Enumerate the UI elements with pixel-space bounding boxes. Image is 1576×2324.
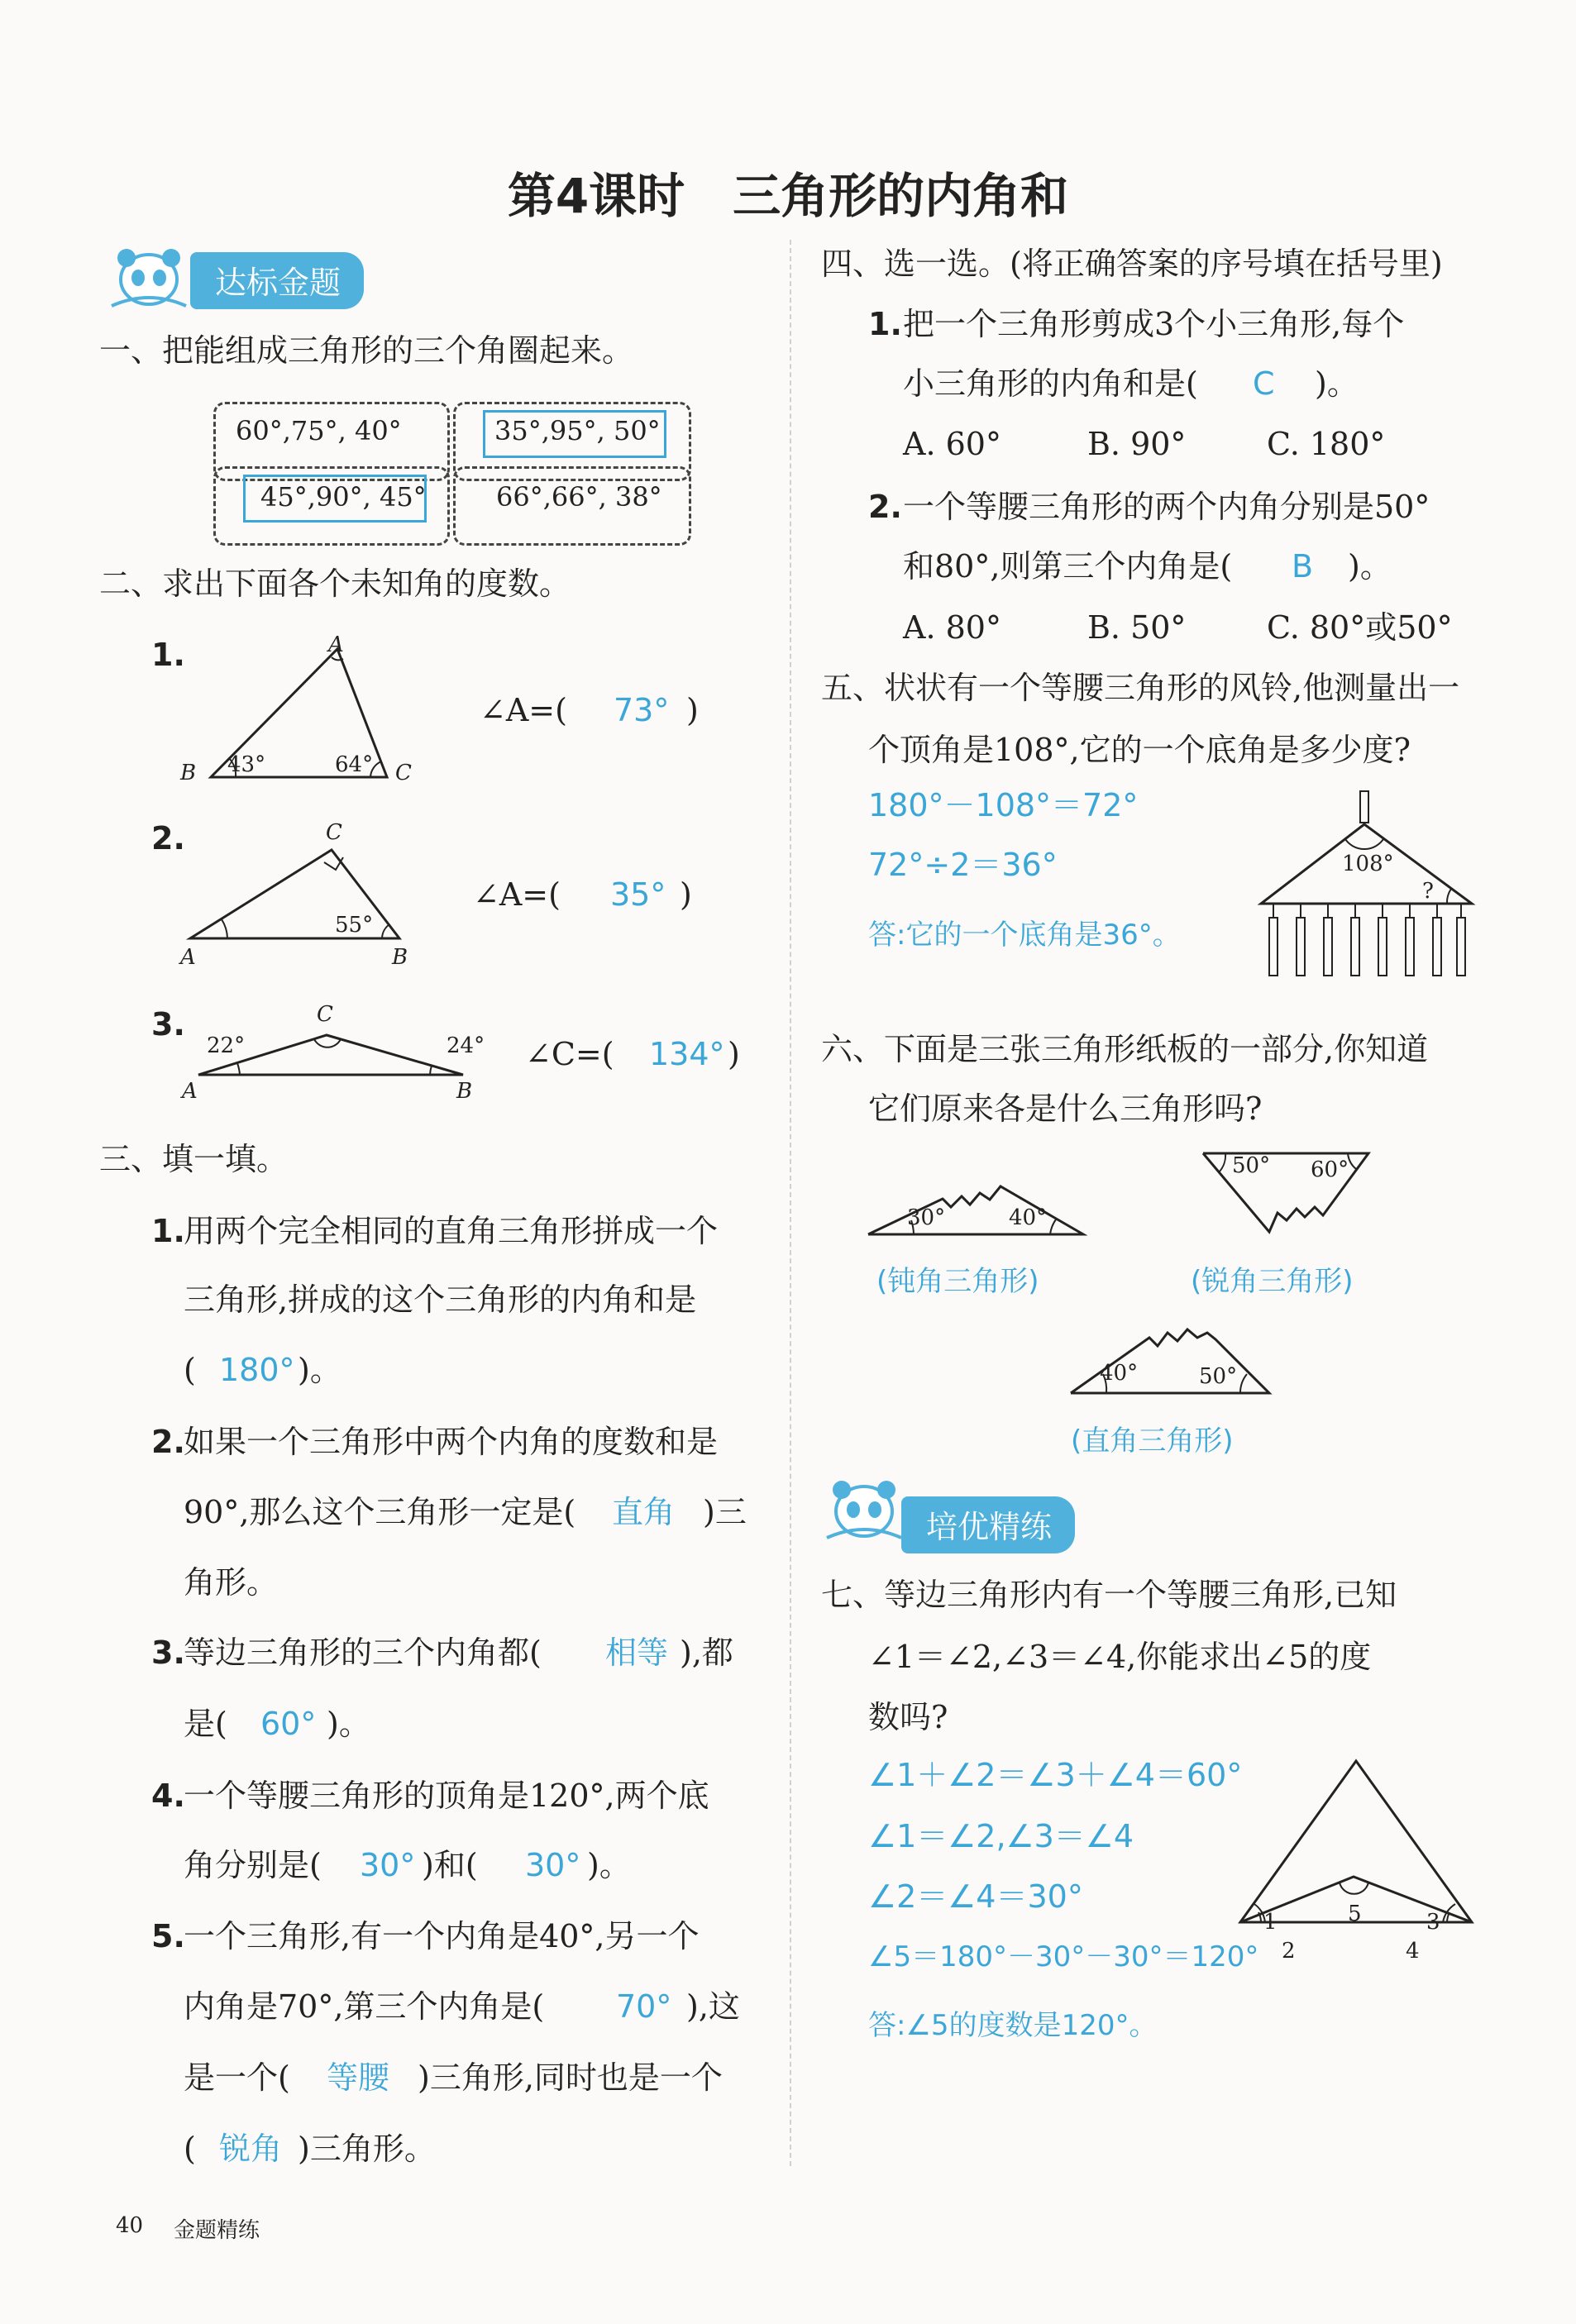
paper2-angle-a: 50° (1232, 1153, 1271, 1178)
section2-heading: 二、求出下面各个未知角的度数。 (99, 565, 571, 602)
q2-3-prefix: ∠C=( (525, 1036, 614, 1072)
chime-top-angle: 108° (1342, 852, 1394, 876)
q4-1-close: )。 (1315, 365, 1359, 402)
q3-5-answer2[interactable]: 等腰 (327, 2059, 390, 2096)
q3-3-close1: ),都 (680, 1634, 733, 1671)
q7-work-line3: ∠2＝∠4＝30° (868, 1878, 1083, 1915)
q3-3-number: 3. (151, 1634, 185, 1671)
q5-work-line2: 72°÷2＝36° (868, 847, 1058, 883)
fig1-label-b: B (180, 761, 197, 785)
section7-line2: ∠1＝∠2,∠3＝∠4,你能求出∠5的度 (868, 1639, 1372, 1675)
angle-box-3-text: 45°,90°, 45° (260, 481, 427, 513)
q3-5-line1: 一个三角形,有一个内角是40°,另一个 (184, 1918, 700, 1954)
angle-box-1-text: 60°,75°, 40° (236, 415, 402, 446)
section6-heading: 六、下面是三张三角形纸板的一部分,你知道 (821, 1031, 1429, 1067)
q7-work-line4: ∠5＝180°－30°－30°＝120° (868, 1940, 1259, 1973)
q5-work-line1: 180°－108°＝72° (868, 787, 1139, 823)
section-banner-basic: 达标金题 (190, 252, 364, 309)
q4-1-answer[interactable]: C (1253, 365, 1275, 402)
q7-work-line2: ∠1＝∠2,∠3＝∠4 (868, 1818, 1134, 1854)
q7-work-line1: ∠1＋∠2＝∠3＋∠4＝60° (868, 1757, 1243, 1793)
q2-2-number: 2. (151, 820, 185, 857)
chime-unknown-angle: ? (1422, 879, 1434, 904)
q2-1-number: 1. (151, 637, 185, 673)
section5-heading: 五、状状有一个等腰三角形的风铃,他测量出一 (821, 670, 1460, 706)
fig3-angle-b: 24° (447, 1033, 485, 1058)
angle-label-3: 3 (1426, 1910, 1440, 1935)
angle-box-2-text: 35°,95°, 50° (494, 415, 661, 446)
q2-2-suffix: ) (680, 876, 692, 913)
q4-1-line2: 小三角形的内角和是( (903, 365, 1198, 402)
section5-line2: 个顶角是108°,它的一个底角是多少度? (868, 732, 1411, 768)
triangle-figure-1 (178, 632, 418, 790)
q4-1-number: 1. (868, 306, 902, 342)
fig3-label-c: C (317, 1002, 333, 1027)
q3-5-close1: ),这 (686, 1988, 740, 2025)
q3-1-line2: 三角形,拼成的这个三角形的内角和是 (184, 1281, 697, 1318)
q3-5-line3b: )三角形,同时也是一个 (418, 2059, 723, 2096)
q3-5-answer3[interactable]: 锐角 (219, 2131, 283, 2167)
q3-5-answer1[interactable]: 70° (616, 1988, 672, 2025)
q3-2-close: )三 (703, 1494, 747, 1530)
q3-4-answer1[interactable]: 30° (360, 1847, 416, 1883)
q5-answer: 答:它的一个底角是36°。 (868, 919, 1181, 952)
q3-5-close3: )三角形。 (298, 2131, 436, 2167)
q2-3-number: 3. (151, 1006, 185, 1043)
q4-1-option-a[interactable]: A. 60° (903, 426, 1001, 462)
angle-label-4: 4 (1406, 1939, 1420, 1964)
q2-1-answer[interactable]: 73° (614, 692, 670, 728)
q3-2-line1: 如果一个三角形中两个内角的度数和是 (184, 1424, 719, 1460)
q2-1-suffix: ) (686, 692, 699, 728)
q3-1-close: )。 (298, 1352, 341, 1388)
column-divider (790, 240, 791, 2166)
q3-2-line3: 角形。 (184, 1564, 279, 1601)
paper2-angle-b: 60° (1311, 1157, 1349, 1182)
wind-chime-figure (1253, 790, 1476, 980)
q4-2-option-a[interactable]: A. 80° (903, 609, 1001, 646)
section4-heading: 四、选一选。(将正确答案的序号填在括号里) (821, 246, 1443, 282)
q3-5-number: 5. (151, 1918, 185, 1954)
triangle-figure-2 (178, 827, 418, 947)
q2-2-prefix: ∠A=( (473, 876, 561, 913)
fig2-angle-b: 55° (335, 913, 374, 938)
q3-1-number: 1. (151, 1213, 185, 1249)
page-number: 40 (116, 2213, 144, 2238)
fig3-label-b: B (456, 1079, 473, 1104)
q3-5-line4: ( (184, 2131, 196, 2167)
fig1-angle-c: 64° (335, 752, 374, 777)
paper1-angle-a: 30° (907, 1205, 946, 1230)
fig1-label-c: C (395, 761, 412, 785)
q3-4-line2: 角分别是( (184, 1847, 322, 1883)
paper2-answer[interactable]: (锐角三角形) (1191, 1265, 1354, 1298)
q3-2-number: 2. (151, 1424, 185, 1460)
q4-1-option-c[interactable]: C. 180° (1267, 426, 1386, 462)
q4-2-number: 2. (868, 489, 902, 525)
q3-5-line2: 内角是70°,第三个内角是( (184, 1988, 545, 2025)
paper3-answer[interactable]: (直角三角形) (1071, 1424, 1234, 1458)
q3-2-line2: 90°,那么这个三角形一定是( (184, 1494, 576, 1530)
q4-1-line1: 把一个三角形剪成3个小三角形,每个 (903, 306, 1405, 342)
angle-label-5: 5 (1348, 1902, 1362, 1926)
q2-1-prefix: ∠A=( (480, 692, 567, 728)
angle-box-4-text: 66°,66°, 38° (496, 481, 662, 513)
section7-line3: 数吗? (868, 1699, 948, 1735)
fig2-label-a: A (180, 945, 196, 970)
q4-2-option-c[interactable]: C. 80°或50° (1267, 609, 1453, 646)
q4-2-option-b[interactable]: B. 50° (1087, 609, 1187, 646)
fig1-label-a: A (328, 632, 344, 657)
q3-4-line1: 一个等腰三角形的顶角是120°,两个底 (184, 1778, 709, 1814)
q3-1-open: ( (184, 1352, 196, 1388)
q3-3-answer2[interactable]: 60° (260, 1706, 317, 1742)
q3-4-number: 4. (151, 1778, 185, 1814)
angle-label-2: 2 (1282, 1939, 1296, 1964)
q3-4-close: )。 (587, 1847, 631, 1883)
section7-heading: 七、等边三角形内有一个等腰三角形,已知 (821, 1577, 1397, 1613)
q2-3-answer[interactable]: 134° (649, 1036, 725, 1072)
section-banner-advanced: 培优精练 (901, 1496, 1075, 1553)
q3-3-answer1[interactable]: 相等 (605, 1634, 669, 1671)
panda-mascot-icon-2 (819, 1472, 910, 1546)
book-name: 金题精练 (174, 2218, 260, 2243)
q3-4-mid: )和( (422, 1847, 478, 1883)
panda-mascot-icon (103, 240, 194, 314)
q2-3-suffix: ) (728, 1036, 740, 1072)
page-title: 第4课时 三角形的内角和 (507, 168, 1069, 224)
section3-heading: 三、填一填。 (99, 1141, 289, 1177)
q3-3-line1: 等边三角形的三个内角都( (184, 1634, 542, 1671)
paper-triangle-3 (1067, 1315, 1273, 1397)
fig3-label-a: A (182, 1079, 198, 1104)
q7-answer: 答:∠5的度数是120°。 (868, 2009, 1158, 2042)
fig1-angle-b: 43° (227, 752, 266, 777)
section1-heading: 一、把能组成三角形的三个角圈起来。 (99, 332, 634, 369)
q4-2-line1: 一个等腰三角形的两个内角分别是50° (903, 489, 1430, 525)
q3-4-answer2[interactable]: 30° (525, 1847, 581, 1883)
q4-2-answer[interactable]: B (1292, 548, 1314, 585)
q3-3-line2: 是( (184, 1706, 227, 1742)
paper1-angle-b: 40° (1009, 1205, 1048, 1230)
section6-line2: 它们原来各是什么三角形吗? (868, 1090, 1263, 1127)
angle-label-1: 1 (1263, 1910, 1278, 1935)
paper1-answer[interactable]: (钝角三角形) (876, 1265, 1039, 1298)
q4-2-close: )。 (1348, 548, 1392, 585)
q3-5-line3: 是一个( (184, 2059, 290, 2096)
q3-1-answer[interactable]: 180° (219, 1352, 295, 1388)
paper-triangle-1 (864, 1162, 1087, 1240)
fig2-label-c: C (326, 820, 342, 845)
q4-1-option-b[interactable]: B. 90° (1087, 426, 1187, 462)
q3-1-line1: 用两个完全相同的直角三角形拼成一个 (184, 1213, 719, 1249)
q2-2-answer[interactable]: 35° (610, 876, 666, 913)
paper3-angle-a: 40° (1100, 1361, 1139, 1386)
q3-2-answer[interactable]: 直角 (612, 1494, 676, 1530)
q4-2-line2: 和80°,则第三个内角是( (903, 548, 1233, 585)
fig3-angle-a: 22° (207, 1033, 246, 1058)
fig2-label-b: B (392, 945, 408, 970)
q3-3-close2: )。 (327, 1706, 370, 1742)
paper3-angle-b: 50° (1199, 1364, 1238, 1389)
